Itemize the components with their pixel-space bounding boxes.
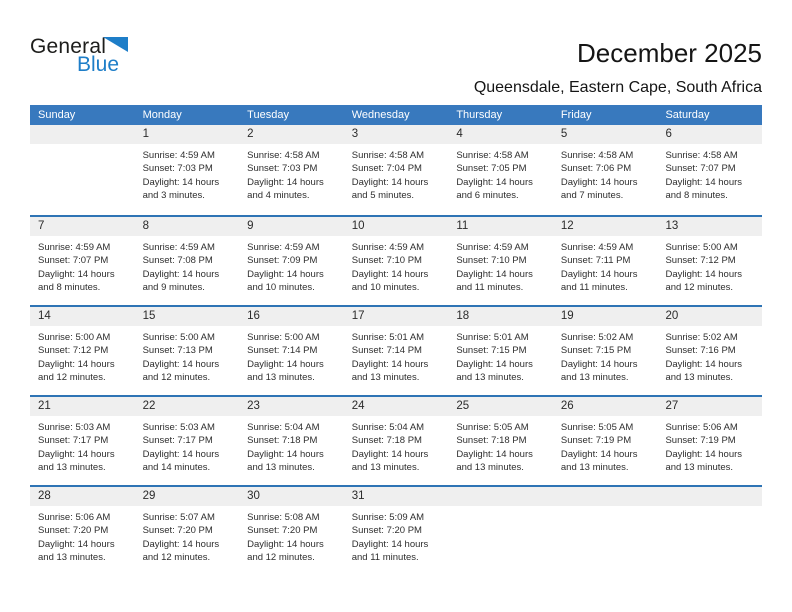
day-info-line: Sunset: 7:15 PM xyxy=(560,345,632,357)
weekday-header-row xyxy=(30,105,762,125)
day-info-line: Sunset: 7:18 PM xyxy=(247,435,318,447)
day-info-line: and 13 minutes. xyxy=(38,461,106,473)
day-sun-info xyxy=(344,144,449,202)
day-info-line: Sunrise: 5:06 AM xyxy=(665,422,738,433)
day-sun-info xyxy=(344,416,449,474)
day-sun-info xyxy=(239,144,344,202)
day-info-line: and 13 minutes. xyxy=(560,461,629,473)
day-cell-12 xyxy=(553,217,658,305)
date-number: 17 xyxy=(344,307,449,326)
day-info-line: and 11 minutes. xyxy=(456,281,524,293)
date-number: 11 xyxy=(448,217,553,236)
day-info-line: Sunset: 7:06 PM xyxy=(560,163,632,175)
day-info-line: and 12 minutes. xyxy=(665,281,734,293)
day-cell-18 xyxy=(448,307,553,395)
day-info-line: Daylight: 14 hours xyxy=(560,448,638,460)
day-info-line: Sunset: 7:14 PM xyxy=(351,345,422,357)
day-info-line: Sunset: 7:19 PM xyxy=(560,435,632,447)
day-info-line: Sunrise: 5:06 AM xyxy=(38,512,111,523)
day-info-line: and 13 minutes. xyxy=(351,371,420,383)
logo-triangle-icon xyxy=(103,37,128,52)
week-row xyxy=(30,395,762,485)
logo-text-general: General xyxy=(30,35,107,58)
day-info-line: Daylight: 14 hours xyxy=(38,538,115,550)
day-cell-8 xyxy=(135,217,240,305)
day-sun-info xyxy=(135,144,240,202)
day-info-line: Daylight: 14 hours xyxy=(142,358,220,370)
day-info-line: and 12 minutes. xyxy=(142,371,211,383)
day-sun-info xyxy=(657,416,762,474)
date-number: 27 xyxy=(657,397,762,416)
location-subtitle: Queensdale, Eastern Cape, South Africa xyxy=(473,79,762,96)
day-cell-30 xyxy=(239,487,344,575)
day-info-line: Sunset: 7:18 PM xyxy=(456,435,527,447)
date-number: 18 xyxy=(448,307,553,326)
day-cell-15 xyxy=(135,307,240,395)
day-info-line: and 10 minutes. xyxy=(351,281,420,293)
day-cell-6 xyxy=(657,125,762,215)
date-number: 24 xyxy=(344,397,449,416)
day-info-line: Sunrise: 5:02 AM xyxy=(560,332,634,343)
day-sun-info xyxy=(30,506,135,564)
day-info-line: Sunset: 7:03 PM xyxy=(142,163,213,175)
day-info-line: Daylight: 14 hours xyxy=(247,448,324,460)
weekday-label-sunday: Sunday xyxy=(38,109,76,121)
date-number: 8 xyxy=(135,217,240,236)
day-info-line: Daylight: 14 hours xyxy=(351,538,429,550)
day-cell-28 xyxy=(30,487,135,575)
day-info-line: Sunrise: 4:58 AM xyxy=(665,150,738,161)
day-info-line: Sunrise: 4:59 AM xyxy=(351,242,425,253)
week-row xyxy=(30,305,762,395)
date-number: 4 xyxy=(448,125,553,144)
day-cell-2 xyxy=(239,125,344,215)
day-sun-info xyxy=(448,326,553,384)
day-cell-27 xyxy=(657,397,762,485)
day-info-line: Daylight: 14 hours xyxy=(351,176,429,188)
day-info-line: Sunset: 7:09 PM xyxy=(247,255,318,267)
day-sun-info xyxy=(135,236,240,294)
day-info-line: and 13 minutes. xyxy=(351,461,420,473)
day-info-line: Daylight: 14 hours xyxy=(665,448,743,460)
day-info-line: Sunset: 7:12 PM xyxy=(665,255,736,267)
day-info-line: Daylight: 14 hours xyxy=(456,358,533,370)
day-sun-info xyxy=(135,416,240,474)
day-info-line: Daylight: 14 hours xyxy=(247,358,324,370)
calendar-weeks xyxy=(30,125,762,575)
day-info-line: Sunrise: 5:03 AM xyxy=(142,422,215,433)
day-info-line: Sunset: 7:19 PM xyxy=(665,435,736,447)
day-info-line: Daylight: 14 hours xyxy=(560,268,638,280)
day-info-line: Sunset: 7:10 PM xyxy=(351,255,422,267)
day-info-line: Daylight: 14 hours xyxy=(665,268,743,280)
day-info-line: Sunset: 7:13 PM xyxy=(142,345,213,357)
day-cell-26 xyxy=(553,397,658,485)
day-info-line: Sunset: 7:15 PM xyxy=(456,345,527,357)
day-info-line: Sunset: 7:11 PM xyxy=(560,255,631,267)
day-info-line: and 13 minutes. xyxy=(247,461,315,473)
day-info-line: Sunrise: 5:07 AM xyxy=(142,512,215,523)
day-info-line: Daylight: 14 hours xyxy=(665,176,743,188)
day-info-line: Daylight: 14 hours xyxy=(247,268,324,280)
day-info-line: Sunrise: 4:59 AM xyxy=(142,242,215,253)
day-info-line: Sunrise: 4:59 AM xyxy=(456,242,529,253)
day-info-line: and 11 minutes. xyxy=(560,281,628,293)
day-cell-5 xyxy=(553,125,658,215)
day-sun-info xyxy=(657,144,762,202)
logo-text-blue: Blue xyxy=(77,53,120,76)
day-info-line: Sunrise: 5:09 AM xyxy=(351,512,425,523)
date-number xyxy=(657,487,762,506)
day-info-line: Sunrise: 5:05 AM xyxy=(456,422,529,433)
week-row xyxy=(30,485,762,575)
date-number: 14 xyxy=(30,307,135,326)
day-sun-info xyxy=(344,326,449,384)
day-sun-info xyxy=(553,326,658,384)
day-info-line: Sunrise: 5:01 AM xyxy=(456,332,529,343)
day-info-line: and 13 minutes. xyxy=(247,371,315,383)
date-number xyxy=(553,487,658,506)
day-info-line: Sunrise: 4:59 AM xyxy=(247,242,320,253)
day-info-line: Daylight: 14 hours xyxy=(38,358,115,370)
day-cell-31 xyxy=(344,487,449,575)
day-info-line: Sunrise: 4:59 AM xyxy=(38,242,111,253)
day-cell-11 xyxy=(448,217,553,305)
day-sun-info xyxy=(239,326,344,384)
day-info-line: Daylight: 14 hours xyxy=(38,448,115,460)
day-info-line: Sunrise: 4:58 AM xyxy=(560,150,634,161)
day-info-line: Sunrise: 5:00 AM xyxy=(247,332,320,343)
day-cell-16 xyxy=(239,307,344,395)
date-number: 22 xyxy=(135,397,240,416)
day-info-line: Sunrise: 4:59 AM xyxy=(560,242,634,253)
date-number: 30 xyxy=(239,487,344,506)
general-blue-logo xyxy=(30,36,128,75)
day-info-line: Daylight: 14 hours xyxy=(142,538,220,550)
day-cell-19 xyxy=(553,307,658,395)
date-number: 5 xyxy=(553,125,658,144)
day-info-line: Sunset: 7:08 PM xyxy=(142,255,213,267)
day-cell-25 xyxy=(448,397,553,485)
day-info-line: Sunset: 7:16 PM xyxy=(665,345,736,357)
weekday-label-wednesday: Wednesday xyxy=(351,109,410,121)
day-info-line: Sunset: 7:05 PM xyxy=(456,163,527,175)
day-info-line: and 12 minutes. xyxy=(142,551,211,563)
day-cell-7 xyxy=(30,217,135,305)
day-info-line: Daylight: 14 hours xyxy=(665,358,743,370)
day-info-line: Sunset: 7:17 PM xyxy=(38,435,109,447)
day-info-line: Sunrise: 4:59 AM xyxy=(142,150,215,161)
day-info-line: Daylight: 14 hours xyxy=(560,358,638,370)
day-sun-info xyxy=(448,144,553,202)
weekday-label-saturday: Saturday xyxy=(665,109,710,121)
day-info-line: Sunrise: 5:01 AM xyxy=(351,332,425,343)
date-number: 3 xyxy=(344,125,449,144)
day-cell-empty xyxy=(553,487,658,575)
date-number: 23 xyxy=(239,397,344,416)
day-info-line: Daylight: 14 hours xyxy=(142,176,220,188)
day-info-line: Sunrise: 5:00 AM xyxy=(38,332,111,343)
day-sun-info xyxy=(344,506,449,564)
day-info-line: and 13 minutes. xyxy=(456,371,524,383)
day-info-line: and 12 minutes. xyxy=(38,371,106,383)
day-cell-24 xyxy=(344,397,449,485)
day-cell-empty xyxy=(448,487,553,575)
date-number: 12 xyxy=(553,217,658,236)
day-info-line: Sunrise: 4:58 AM xyxy=(456,150,529,161)
day-sun-info xyxy=(239,236,344,294)
weekday-label-thursday: Thursday xyxy=(456,109,503,121)
day-sun-info xyxy=(553,236,658,294)
date-number: 15 xyxy=(135,307,240,326)
day-info-line: Daylight: 14 hours xyxy=(142,268,220,280)
day-info-line: and 3 minutes. xyxy=(142,189,205,201)
day-cell-14 xyxy=(30,307,135,395)
day-sun-info xyxy=(30,236,135,294)
day-info-line: Sunrise: 4:58 AM xyxy=(351,150,425,161)
day-info-line: Sunrise: 5:04 AM xyxy=(351,422,425,433)
date-number xyxy=(448,487,553,506)
day-info-line: Daylight: 14 hours xyxy=(247,538,324,550)
day-info-line: Sunrise: 5:00 AM xyxy=(665,242,738,253)
day-info-line: Sunset: 7:03 PM xyxy=(247,163,318,175)
date-number: 13 xyxy=(657,217,762,236)
day-info-line: Daylight: 14 hours xyxy=(456,176,533,188)
date-number: 10 xyxy=(344,217,449,236)
week-row xyxy=(30,125,762,215)
day-info-line: and 8 minutes. xyxy=(38,281,101,293)
day-sun-info xyxy=(553,144,658,202)
date-number: 2 xyxy=(239,125,344,144)
day-sun-info xyxy=(135,506,240,564)
day-sun-info xyxy=(344,236,449,294)
date-number: 29 xyxy=(135,487,240,506)
weekday-label-monday: Monday xyxy=(142,109,182,121)
day-info-line: Daylight: 14 hours xyxy=(351,448,429,460)
day-info-line: Daylight: 14 hours xyxy=(38,268,115,280)
day-info-line: Sunrise: 5:00 AM xyxy=(142,332,215,343)
day-sun-info xyxy=(657,326,762,384)
date-number: 1 xyxy=(135,125,240,144)
day-cell-22 xyxy=(135,397,240,485)
date-number: 16 xyxy=(239,307,344,326)
day-info-line: Sunset: 7:20 PM xyxy=(247,525,318,537)
day-cell-9 xyxy=(239,217,344,305)
day-info-line: Sunset: 7:20 PM xyxy=(351,525,422,537)
day-cell-empty xyxy=(30,125,135,215)
day-info-line: Daylight: 14 hours xyxy=(351,268,429,280)
day-info-line: and 14 minutes. xyxy=(142,461,211,473)
date-number: 6 xyxy=(657,125,762,144)
date-number: 19 xyxy=(553,307,658,326)
day-info-line: Daylight: 14 hours xyxy=(560,176,638,188)
day-info-line: Sunrise: 5:08 AM xyxy=(247,512,320,523)
day-info-line: Sunrise: 5:03 AM xyxy=(38,422,111,433)
day-sun-info xyxy=(448,236,553,294)
date-number: 31 xyxy=(344,487,449,506)
day-info-line: Sunset: 7:14 PM xyxy=(247,345,318,357)
day-info-line: Daylight: 14 hours xyxy=(456,448,533,460)
date-number: 28 xyxy=(30,487,135,506)
day-info-line: and 6 minutes. xyxy=(456,189,519,201)
day-info-line: Sunset: 7:10 PM xyxy=(456,255,527,267)
day-cell-4 xyxy=(448,125,553,215)
day-info-line: and 12 minutes. xyxy=(247,551,315,563)
day-info-line: and 4 minutes. xyxy=(247,189,310,201)
date-number: 21 xyxy=(30,397,135,416)
day-info-line: and 11 minutes. xyxy=(351,551,419,563)
day-sun-info xyxy=(239,506,344,564)
date-number: 9 xyxy=(239,217,344,236)
day-cell-1 xyxy=(135,125,240,215)
day-info-line: Sunset: 7:04 PM xyxy=(351,163,422,175)
day-info-line: and 7 minutes. xyxy=(560,189,624,201)
day-info-line: Sunset: 7:07 PM xyxy=(38,255,109,267)
day-info-line: Daylight: 14 hours xyxy=(351,358,429,370)
day-sun-info xyxy=(448,416,553,474)
header-titles xyxy=(474,38,762,97)
day-cell-23 xyxy=(239,397,344,485)
day-cell-21 xyxy=(30,397,135,485)
day-info-line: Sunrise: 4:58 AM xyxy=(247,150,320,161)
day-info-line: Sunrise: 5:05 AM xyxy=(560,422,634,433)
day-sun-info xyxy=(553,416,658,474)
day-cell-empty xyxy=(657,487,762,575)
day-cell-20 xyxy=(657,307,762,395)
day-info-line: Sunset: 7:20 PM xyxy=(142,525,213,537)
day-info-line: Daylight: 14 hours xyxy=(456,268,533,280)
day-info-line: Sunrise: 5:02 AM xyxy=(665,332,738,343)
day-info-line: Sunset: 7:20 PM xyxy=(38,525,109,537)
day-info-line: Sunset: 7:18 PM xyxy=(351,435,422,447)
day-info-line: Sunset: 7:07 PM xyxy=(665,163,736,175)
day-info-line: and 13 minutes. xyxy=(665,461,734,473)
date-number: 20 xyxy=(657,307,762,326)
day-info-line: and 5 minutes. xyxy=(351,189,415,201)
day-cell-29 xyxy=(135,487,240,575)
day-cell-3 xyxy=(344,125,449,215)
day-sun-info xyxy=(135,326,240,384)
date-number: 26 xyxy=(553,397,658,416)
day-info-line: and 13 minutes. xyxy=(560,371,629,383)
day-info-line: and 10 minutes. xyxy=(247,281,315,293)
day-sun-info xyxy=(30,416,135,474)
calendar-table xyxy=(30,105,762,575)
day-sun-info xyxy=(657,236,762,294)
day-info-line: Sunset: 7:17 PM xyxy=(142,435,213,447)
date-number xyxy=(30,125,135,144)
weekday-label-tuesday: Tuesday xyxy=(247,109,289,121)
week-row xyxy=(30,215,762,305)
day-info-line: and 13 minutes. xyxy=(38,551,106,563)
day-info-line: and 13 minutes. xyxy=(456,461,524,473)
day-info-line: and 13 minutes. xyxy=(665,371,734,383)
day-sun-info xyxy=(30,326,135,384)
date-number: 7 xyxy=(30,217,135,236)
day-cell-10 xyxy=(344,217,449,305)
day-info-line: and 8 minutes. xyxy=(665,189,728,201)
day-cell-17 xyxy=(344,307,449,395)
month-title: December 2025 xyxy=(577,38,762,68)
day-sun-info xyxy=(239,416,344,474)
day-info-line: Daylight: 14 hours xyxy=(247,176,324,188)
day-info-line: Sunset: 7:12 PM xyxy=(38,345,109,357)
day-info-line: Daylight: 14 hours xyxy=(142,448,220,460)
weekday-label-friday: Friday xyxy=(560,109,592,121)
day-cell-13 xyxy=(657,217,762,305)
day-info-line: Sunrise: 5:04 AM xyxy=(247,422,320,433)
day-info-line: and 9 minutes. xyxy=(142,281,205,293)
date-number: 25 xyxy=(448,397,553,416)
